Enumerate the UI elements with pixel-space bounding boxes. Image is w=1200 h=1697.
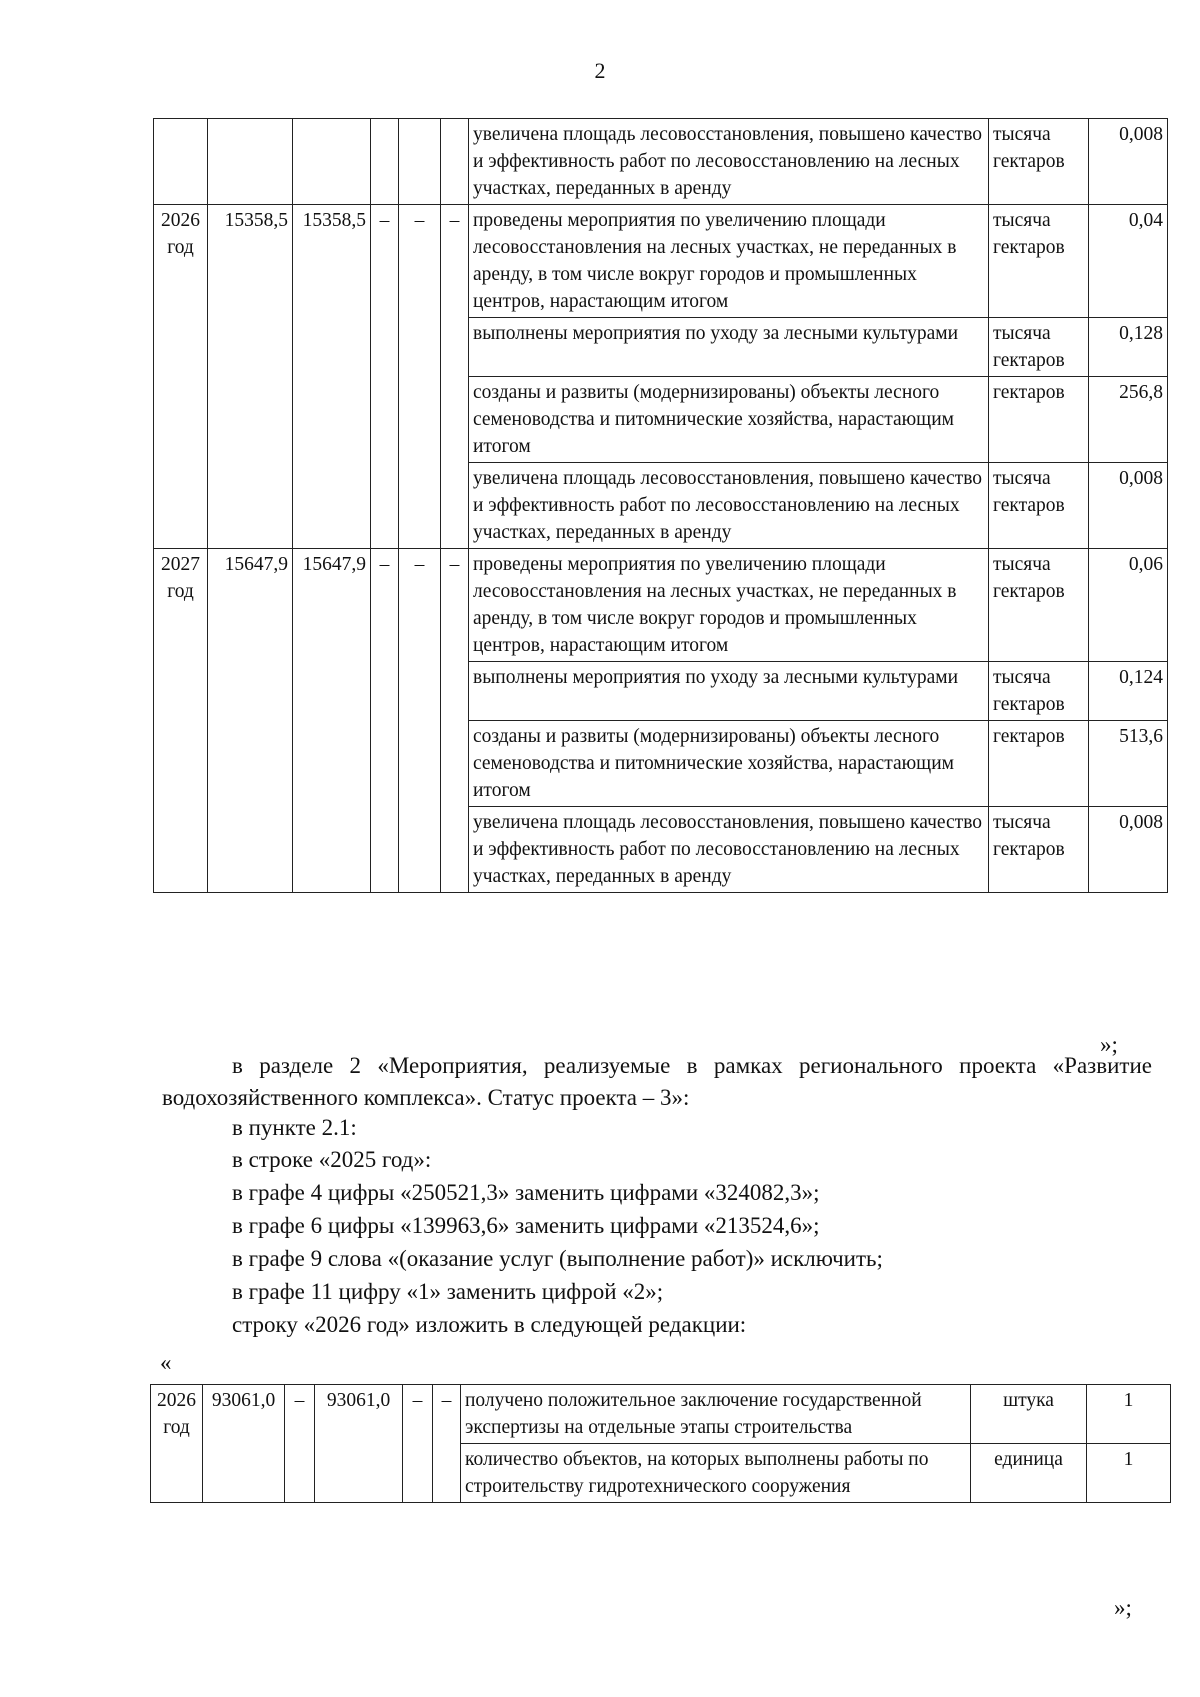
funding-cell: – (399, 549, 441, 893)
page-number: 2 (594, 58, 606, 83)
unit-cell: тысяча гектаров (989, 318, 1089, 377)
value-cell: 1 (1087, 1444, 1171, 1503)
value-cell: 513,6 (1089, 721, 1168, 807)
table-row (154, 119, 1168, 205)
year-cell (154, 119, 208, 205)
funding-cell: 15647,9 (293, 549, 371, 893)
result-text: созданы и развиты (модернизированы) объекты лесного семеноводства и питомнические хозяйства, нарастающим итогом (469, 377, 989, 463)
unit-cell: тысяча гектаров (989, 119, 1089, 205)
value-cell: 0,128 (1089, 318, 1168, 377)
funding-cell (399, 119, 441, 205)
opening-quote-mark: « (160, 1350, 172, 1375)
funding-total-cell: 93061,0 (203, 1385, 285, 1503)
table-row (154, 549, 1168, 662)
table-row (151, 1385, 1171, 1444)
year-cell: 2027 год (154, 549, 208, 893)
result-text: выполнены мероприятия по уходу за лесными культурами (469, 318, 989, 377)
section-paragraph: в разделе 2 «Мероприятия, реализуемые в рамках регионального проекта «Развитие водохозяйственного комплекса». Статус проекта – 3»: (162, 1053, 1152, 1110)
unit-cell: гектаров (989, 377, 1089, 463)
result-text: проведены мероприятия по увеличению площади лесовосстановления на лесных участках, не переданных в аренду, в том числе вокруг городов и промышленных центров, нарастающим итогом (469, 549, 989, 662)
funding-cell: – (371, 549, 399, 893)
funding-cell: – (403, 1385, 433, 1503)
table-row (154, 205, 1168, 318)
funding-cell: 93061,0 (315, 1385, 403, 1503)
year-cell: 2026 год (151, 1385, 203, 1503)
funding-cell (441, 119, 469, 205)
instruction-line: в графе 9 слова «(оказание услуг (выполнение работ)» исключить; (232, 1246, 883, 1271)
value-cell: 0,04 (1089, 205, 1168, 318)
value-cell: 0,008 (1089, 119, 1168, 205)
unit-cell: гектаров (989, 721, 1089, 807)
unit-cell: тысяча гектаров (989, 205, 1089, 318)
value-cell: 0,06 (1089, 549, 1168, 662)
instruction-line: в пункте 2.1: (232, 1115, 357, 1140)
instruction-line: в графе 11 цифру «1» заменить цифрой «2»; (232, 1279, 664, 1304)
result-text: выполнены мероприятия по уходу за лесными культурами (469, 662, 989, 721)
year-cell: 2026 год (154, 205, 208, 549)
result-text: увеличена площадь лесовосстановления, повышено качество и эффективность работ по лесовосстановлению на лесных участках, переданных в аренду (469, 119, 989, 205)
value-cell: 1 (1087, 1385, 1171, 1444)
closing-quote-mark: »; (1114, 1595, 1132, 1620)
value-cell: 0,008 (1089, 463, 1168, 549)
funding-total-cell: 15647,9 (208, 549, 293, 893)
result-text: количество объектов, на которых выполнены работы по строительству гидротехнического сооружения (461, 1444, 971, 1503)
value-cell: 256,8 (1089, 377, 1168, 463)
result-text: увеличена площадь лесовосстановления, повышено качество и эффективность работ по лесовосстановлению на лесных участках, переданных в аренду (469, 463, 989, 549)
unit-cell: штука (971, 1385, 1087, 1444)
funding-cell: – (433, 1385, 461, 1503)
funding-cell: 15358,5 (293, 205, 371, 549)
instruction-line: строку «2026 год» изложить в следующей редакции: (232, 1312, 747, 1337)
funding-total-cell (208, 119, 293, 205)
unit-cell: тысяча гектаров (989, 662, 1089, 721)
result-text: увеличена площадь лесовосстановления, повышено качество и эффективность работ по лесовосстановлению на лесных участках, переданных в аренду (469, 807, 989, 893)
value-cell: 0,008 (1089, 807, 1168, 893)
funding-cell: – (371, 205, 399, 549)
unit-cell: тысяча гектаров (989, 807, 1089, 893)
closing-quote-mark: »; (1100, 1032, 1118, 1057)
instruction-line: в строке «2025 год»: (232, 1147, 432, 1172)
result-text: получено положительное заключение государственной экспертизы на отдельные этапы строительства (461, 1385, 971, 1444)
value-cell: 0,124 (1089, 662, 1168, 721)
result-text: созданы и развиты (модернизированы) объекты лесного семеноводства и питомнические хозяйства, нарастающим итогом (469, 721, 989, 807)
funding-cell (293, 119, 371, 205)
unit-cell: единица (971, 1444, 1087, 1503)
indicators-table-forest (153, 118, 1168, 893)
instruction-line: в графе 4 цифры «250521,3» заменить цифрами «324082,3»; (232, 1180, 820, 1205)
indicators-table-water (150, 1384, 1171, 1503)
funding-cell: – (399, 205, 441, 549)
result-text: проведены мероприятия по увеличению площади лесовосстановления на лесных участках, не переданных в аренду, в том числе вокруг городов и промышленных центров, нарастающим итогом (469, 205, 989, 318)
instruction-line: в графе 6 цифры «139963,6» заменить цифрами «213524,6»; (232, 1213, 820, 1238)
funding-cell: – (441, 549, 469, 893)
unit-cell: тысяча гектаров (989, 549, 1089, 662)
funding-cell: – (285, 1385, 315, 1503)
funding-cell (371, 119, 399, 205)
unit-cell: тысяча гектаров (989, 463, 1089, 549)
funding-cell: – (441, 205, 469, 549)
funding-total-cell: 15358,5 (208, 205, 293, 549)
